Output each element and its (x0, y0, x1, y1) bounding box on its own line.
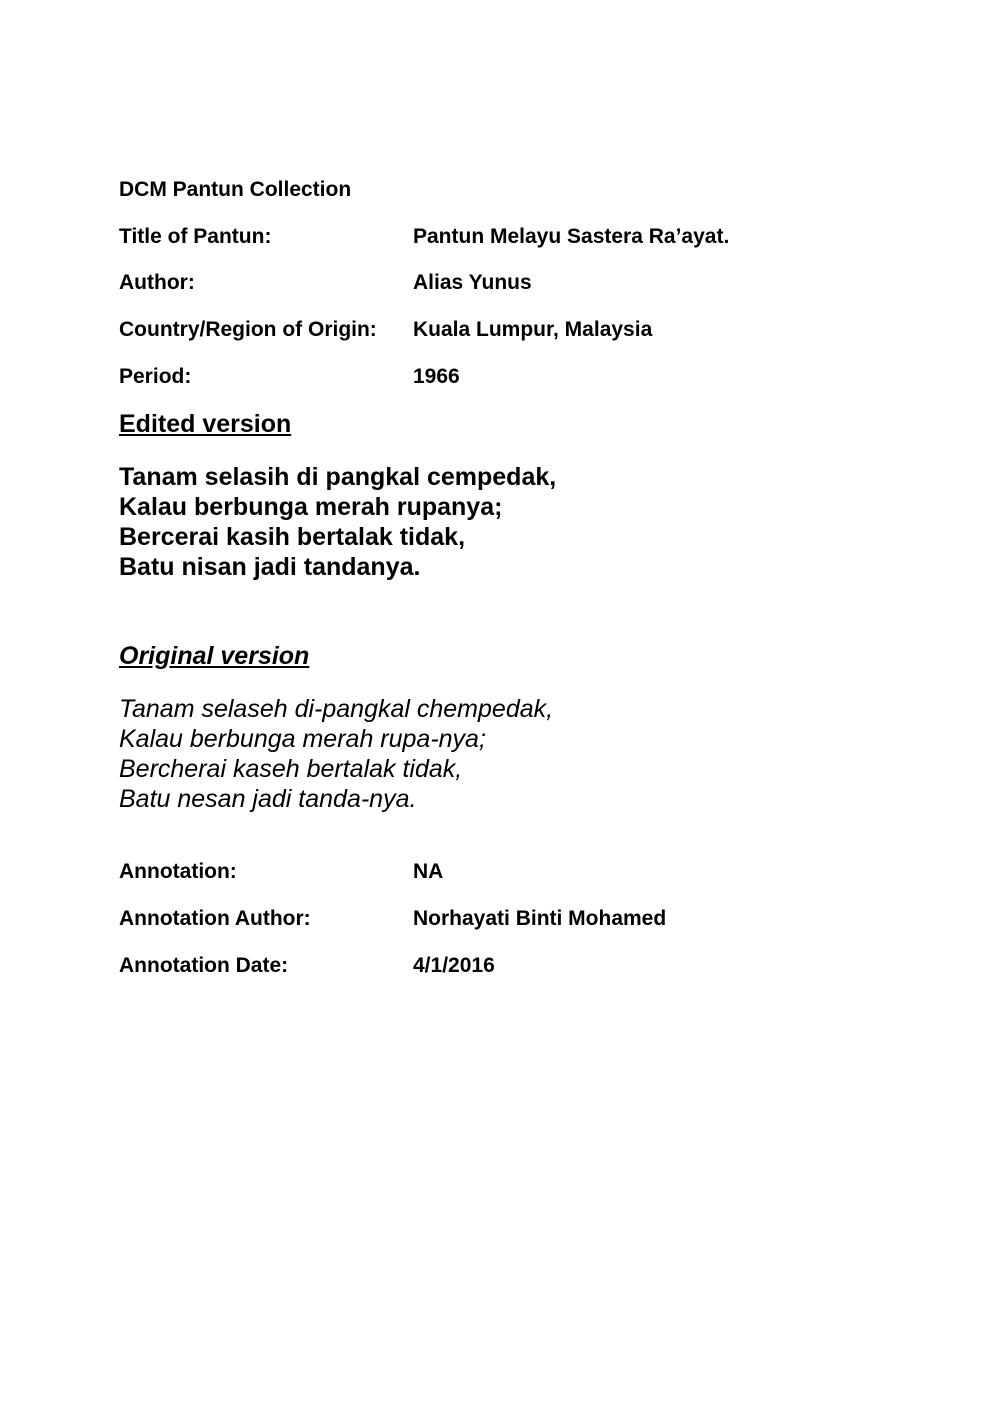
author-value: Alias Yunus (413, 271, 532, 294)
annotation-date-row (119, 954, 879, 982)
author-label: Author: (119, 271, 195, 294)
edited-line: Tanam selasih di pangkal cempedak, (119, 463, 557, 491)
period-label: Period: (119, 365, 192, 388)
original-line: Tanam selaseh di-pangkal chempedak, (119, 695, 554, 723)
origin-value: Kuala Lumpur, Malaysia (413, 318, 653, 341)
annotation-label: Annotation: (119, 860, 237, 883)
period-row (119, 365, 879, 393)
edited-line: Batu nisan jadi tandanya. (119, 553, 421, 581)
original-verse (119, 694, 553, 814)
title-label: Title of Pantun: (119, 225, 272, 248)
annotation-date-value: 4/1/2016 (413, 954, 495, 977)
annotation-author-label: Annotation Author: (119, 907, 311, 930)
annotation-date-label: Annotation Date: (119, 954, 289, 977)
edited-verse (119, 462, 556, 582)
original-line: Batu nesan jadi tanda-nya. (119, 785, 417, 813)
collection-title: DCM Pantun Collection (119, 178, 352, 201)
title-value: Pantun Melayu Sastera Ra’ayat. (413, 225, 730, 248)
edited-version-heading: Edited version (119, 410, 292, 438)
annotation-row (119, 860, 879, 888)
annotation-author-row (119, 907, 879, 935)
edited-line: Bercerai kasih bertalak tidak, (119, 523, 466, 551)
original-line: Kalau berbunga merah rupa-nya; (119, 725, 486, 753)
origin-row (119, 318, 879, 346)
annotation-value: NA (413, 860, 444, 883)
edited-line: Kalau berbunga merah rupanya; (119, 493, 503, 521)
title-row (119, 225, 879, 253)
origin-label: Country/Region of Origin: (119, 318, 377, 341)
annotation-author-value: Norhayati Binti Mohamed (413, 907, 667, 930)
author-row (119, 271, 879, 299)
original-line: Bercherai kaseh bertalak tidak, (119, 755, 463, 783)
original-version-heading: Original version (119, 642, 310, 670)
period-value: 1966 (413, 365, 460, 388)
